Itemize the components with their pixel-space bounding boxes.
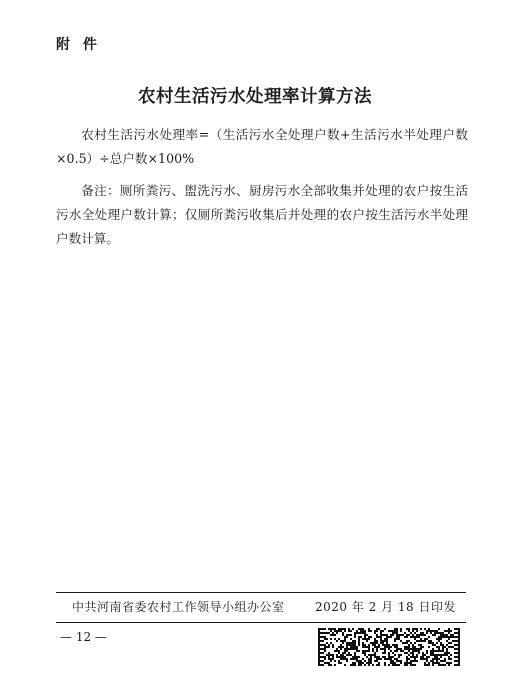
document-title: 农村生活污水处理率计算方法 <box>138 87 372 107</box>
attachment-label: 附 件 <box>56 37 101 53</box>
issuer-text: 中共河南省委农村工作领导小组办公室 <box>72 600 285 614</box>
formula-paragraph: 农村生活污水处理率=（生活污水全处理户数+生活污水半处理户数×0.5）÷总户数×100% <box>56 127 468 166</box>
barcode-icon <box>318 628 460 666</box>
page-number: — 12 — <box>60 630 107 644</box>
footer-divider-bottom <box>56 622 466 623</box>
footer-divider-top <box>56 592 466 593</box>
print-date: 2020 年 2 月 18 日印发 <box>314 600 456 614</box>
note-paragraph: 备注：厕所粪污、盥洗污水、厨房污水全部收集并处理的农户按生活污水全处理户数计算；仅厕所粪污收集后并处理的农户按生活污水半处理户数计算。 <box>56 183 468 246</box>
